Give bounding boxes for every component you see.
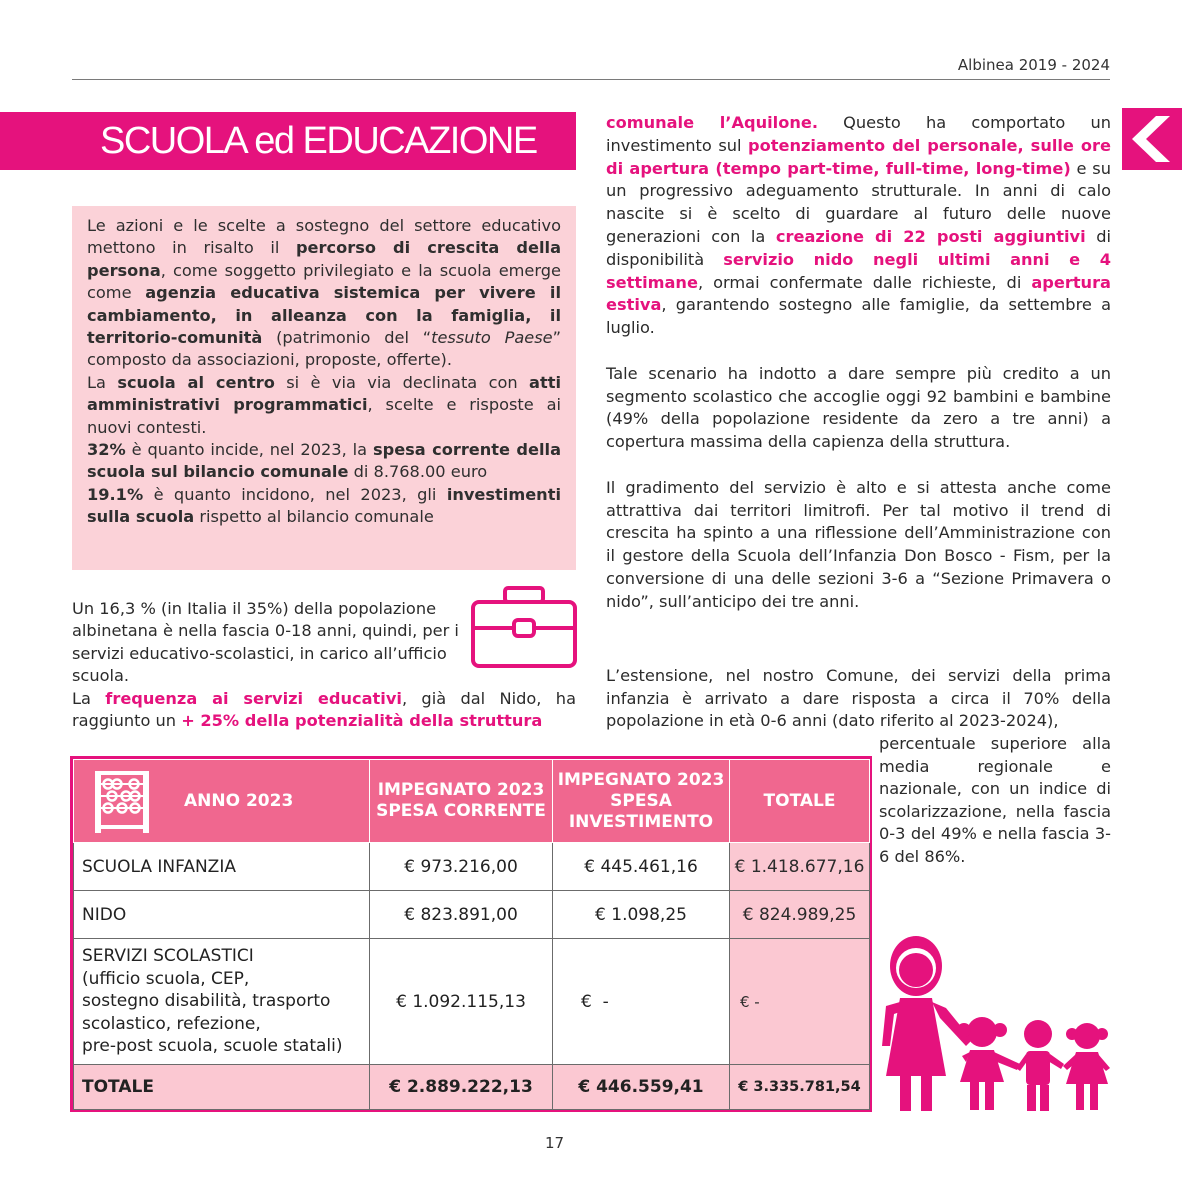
text-run-bold: 19.1% (87, 484, 144, 504)
total-investimento: € 446.559,41 (553, 1065, 730, 1110)
table-total-row (74, 1065, 870, 1110)
right-column-text (606, 112, 1111, 636)
abacus-icon (92, 768, 152, 834)
text-run-highlight: comunale l’Aquilone. (606, 113, 818, 132)
row-label-line: scolastico, refezione, (82, 1013, 261, 1034)
text-run: (patrimonio del “ (262, 328, 432, 348)
text-run: di disponibilità (606, 226, 1111, 269)
nursery-paragraph (606, 112, 1111, 340)
text-run-bold: atti amministrativi programmatici (87, 372, 561, 415)
text-run-bold: investimenti sulla scuola (87, 484, 561, 527)
text-run: ” composto da associazioni, proposte, offerte). (87, 328, 561, 370)
cell-investimento: € 445.461,16 (553, 843, 730, 891)
summary-paragraph (87, 484, 561, 529)
summary-paragraph (87, 372, 561, 439)
text-run: , garantendo sostegno alle famiglie, da settembre a luglio. (606, 295, 1111, 338)
cell-investimento: € - (553, 939, 730, 1065)
table-row (74, 843, 870, 891)
cell-totale: € 1.418.677,16 (730, 843, 870, 891)
frequency-paragraph (72, 688, 576, 733)
text-run-italic: tessuto Paese (431, 328, 553, 348)
briefcase-icon (470, 584, 578, 670)
total-label: TOTALE (74, 1065, 370, 1110)
page-number: 17 (545, 1134, 565, 1152)
text-run-bold: percorso di crescita della persona (87, 238, 561, 280)
text-run-highlight: apertura estiva (606, 272, 1111, 315)
cell-corrente: € 973.216,00 (370, 843, 553, 891)
table-row (74, 891, 870, 939)
row-label-line: SERVIZI SCOLASTICI (82, 946, 254, 967)
summary-box (72, 206, 576, 570)
spending-table (70, 756, 872, 1112)
table-header-row (74, 760, 870, 843)
text-run: è quanto incidono, nel 2023, gli (143, 484, 447, 504)
text-run: Le azioni e le scelte a sostegno del settore educativo mettono in risalto il (87, 216, 561, 258)
section-title-bar (0, 112, 576, 170)
row-label-line: (ufficio scuola, CEP, (82, 968, 250, 989)
text-run-bold: 32% (87, 440, 126, 460)
cell-investimento: € 1.098,25 (553, 891, 730, 939)
extension-paragraph-continued: percentuale superiore alla media regionale e nazionale, con un indice di scolarizzazione, nella fascia 0-3 del 49% e nella fascia 3-6 del 86%. (879, 734, 1111, 866)
section-title: SCUOLA ed EDUCAZIONE (100, 120, 537, 162)
table-header-investimento: IMPEGNATO 2023 SPESA INVESTIMENTO (553, 760, 730, 843)
text-run-bold: scuola al centro (117, 372, 275, 392)
text-run: è quanto incide, nel 2023, la (125, 440, 373, 460)
cell-totale: € 824.989,25 (730, 891, 870, 939)
header-divider (72, 79, 1110, 80)
text-run: rispetto al bilancio comunale (194, 507, 434, 527)
cell-corrente: € 1.092.115,13 (370, 939, 553, 1065)
text-run-highlight: creazione di 22 posti aggiuntivi (775, 226, 1086, 246)
table-row (74, 939, 870, 1065)
total-totale: € 3.335.781,54 (730, 1065, 870, 1110)
text-run-bold: spesa corrente della scuola sul bilancio comunale (87, 440, 561, 482)
text-run: , scelte e risposte ai nuovi contesti. (87, 395, 561, 437)
header-anno-label: ANNO 2023 (184, 791, 294, 811)
family-icon (880, 936, 1120, 1111)
row-label-line: sostegno disabilità, trasporto (82, 991, 331, 1012)
text-run: La (72, 689, 106, 708)
cell-totale: € - (730, 939, 870, 1065)
total-corrente: € 2.889.222,13 (370, 1065, 553, 1110)
text-run-bold: agenzia educativa sistemica per vivere il cambiamento, in alleanza con la famiglia, il territorio-comunità (87, 283, 561, 348)
text-run: La (87, 372, 118, 392)
summary-paragraph (87, 439, 561, 484)
summary-text (87, 215, 561, 529)
population-paragraph: Un 16,3 % (in Italia il 35%) della popolazione albinetana è nella fascia 0-18 anni, quindi, per i servizi educativo-scolastici, in carico all’ufficio scuola. (72, 599, 459, 686)
text-run-highlight: potenziamento del personale, sulle ore di apertura (tempo part-time, full-time, long-time) (606, 135, 1112, 178)
row-label (74, 939, 370, 1065)
extension-paragraph: L’estensione, nel nostro Comune, dei servizi della prima infanzia è arrivato a dare risposta a circa il 70% della popolazione in età 0-6 anni (dato riferito al 2023-2024), (606, 666, 1111, 731)
text-run-highlight: + 25% della potenzialità della struttura (181, 711, 543, 731)
text-run: Questo ha comportato un investimento sul (606, 113, 1111, 155)
text-run: , ormai confermate dalle richieste, di (697, 272, 1032, 292)
scenario-paragraph: Tale scenario ha indotto a dare sempre più credito a un segmento scolastico che accoglie oggi 92 bambini e bambine (49% della popolazione residente da zero a tre anni) a copertura massima della capienza della struttura. (606, 363, 1111, 452)
row-label: NIDO (74, 891, 370, 939)
text-run: , come soggetto privilegiato e la scuola emerge come (87, 260, 561, 303)
row-label: SCUOLA INFANZIA (74, 843, 370, 891)
text-run-highlight: frequenza ai servizi educativi (105, 689, 402, 708)
cell-corrente: € 823.891,00 (370, 891, 553, 939)
text-run: , già dal Nido, ha raggiunto un (72, 689, 576, 731)
text-run: si è via via declinata con (274, 372, 530, 392)
table-header-totale: TOTALE (730, 760, 870, 843)
chevron-left-icon (1122, 108, 1182, 170)
row-label-line: pre-post scuola, scuole statali) (82, 1036, 343, 1057)
appreciation-paragraph: Il gradimento del servizio è alto e si attesta anche come attrattiva dai territori limitrofi. Per tal motivo il trend di crescita ha spinto a una riflessione dell’Amministrazione con il gestore della Scuola dell’Infanzia Don Bosco - Fism, per la conversione di una delle sezioni 3-6 a “Sezione Primavera o nido”, sull’anticipo dei tre anni. (606, 477, 1111, 611)
table-header-year (74, 760, 370, 843)
summary-paragraph (87, 215, 561, 372)
text-run: di 8.768.00 euro (348, 462, 488, 482)
document-header-title: Albinea 2019 - 2024 (957, 56, 1110, 74)
text-run-highlight: servizio nido negli ultimi anni e 4 settimane (606, 249, 1111, 292)
table-header-corrente: IMPEGNATO 2023 SPESA CORRENTE (370, 760, 553, 843)
text-run: e su un progressivo adeguamento strutturale. In anni di calo nascite si è scelto di guardare al futuro delle nuove generazioni con la (606, 158, 1111, 246)
